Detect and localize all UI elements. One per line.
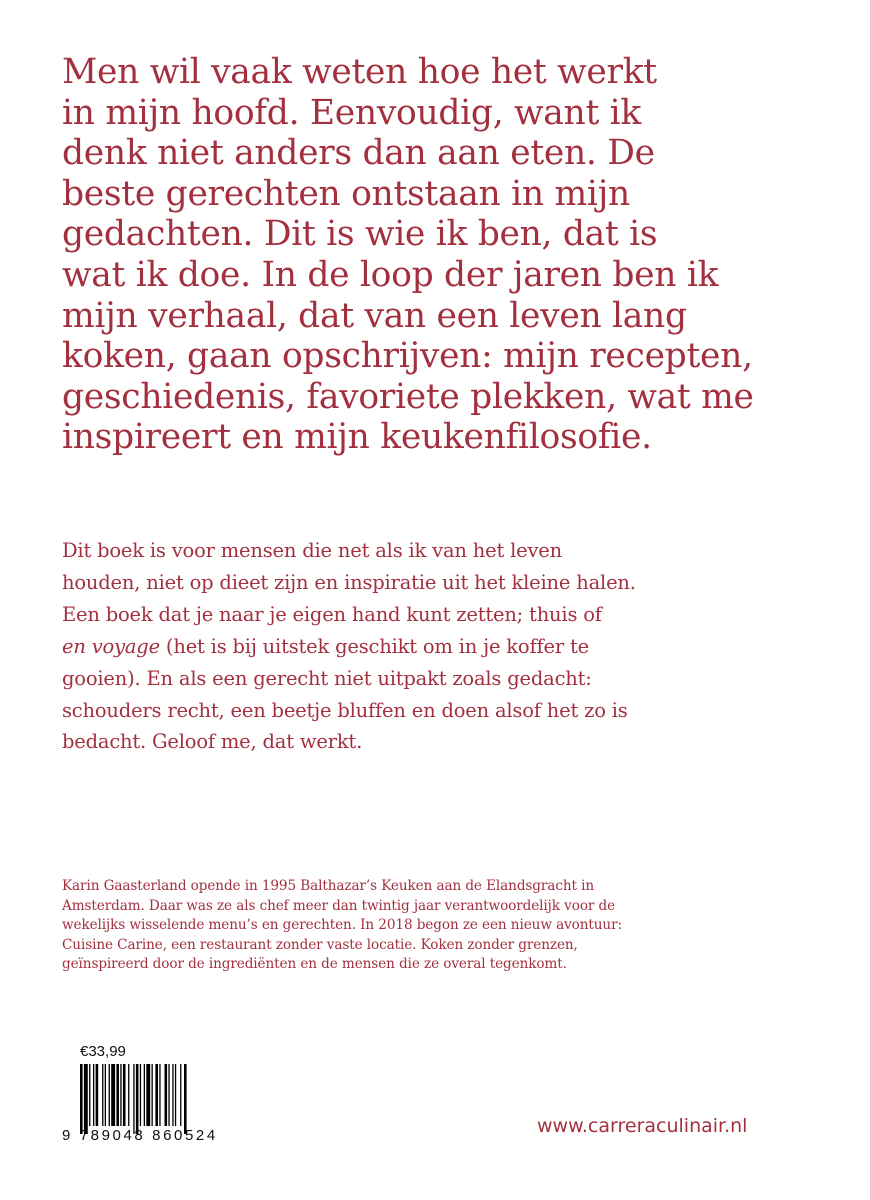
intro-line: inspireert en mijn keukenfilosofie. — [62, 417, 652, 458]
barcode-bar — [80, 1064, 83, 1134]
body-paragraph — [62, 535, 636, 758]
barcode-bar — [120, 1064, 121, 1126]
intro-line: gedachten. Dit is wie ik ben, dat is — [62, 214, 658, 255]
barcode-bar — [144, 1064, 145, 1126]
body-line: gooien). En als een gerecht niet uitpakt zoals gedacht: — [62, 666, 592, 690]
barcode-bar — [123, 1064, 126, 1126]
barcode-bar — [109, 1064, 110, 1126]
intro-line: geschiedenis, favoriete plekken, wat me — [62, 376, 754, 417]
barcode-bar — [128, 1064, 129, 1126]
intro-paragraph — [62, 52, 754, 458]
barcode-bar — [89, 1064, 90, 1126]
intro-line: denk niet anders dan aan eten. De — [62, 133, 655, 174]
body-line: Een boek dat je naar je eigen hand kunt zetten; thuis of — [62, 602, 602, 626]
intro-line: in mijn hoofd. Eenvoudig, want ik — [62, 92, 642, 133]
body-line: (het is bij uitstek geschikt om in je koffer te — [165, 634, 589, 658]
body-line-italic-row — [62, 631, 636, 663]
intro-line: beste gerechten ontstaan in mijn — [62, 173, 630, 214]
barcode-bar — [175, 1064, 176, 1126]
barcode-bar — [133, 1064, 134, 1134]
barcode-bar — [155, 1064, 158, 1126]
barcode-bar — [96, 1064, 99, 1126]
bio-line: wekelijks wisselende menu’s en gerechten. In 2018 begon ze een nieuw avontuur: — [62, 917, 622, 934]
barcode-bar — [168, 1064, 169, 1126]
barcode-bar — [165, 1064, 168, 1126]
bio-line: geïnspireerd door de ingrediënten en de mensen die ze overal tegenkomt. — [62, 956, 567, 973]
barcode-bar — [159, 1064, 160, 1126]
bio-line: Amsterdam. Daar was ze als chef meer dan twintig jaar verantwoordelijk voor de — [62, 897, 616, 914]
barcode-bar — [116, 1064, 119, 1126]
barcode-bar — [184, 1064, 187, 1134]
barcode-bar — [84, 1064, 88, 1134]
body-line: schouders recht, een beetje bluffen en doen alsof het zo is — [62, 698, 628, 722]
barcode-bar — [136, 1064, 139, 1134]
barcode-bar — [172, 1064, 173, 1126]
barcode-bar — [93, 1064, 94, 1126]
intro-line: mijn verhaal, dat van een leven lang — [62, 295, 687, 336]
barcode-bar — [146, 1064, 150, 1126]
intro-line: koken, gaan opschrijven: mijn recepten, — [62, 336, 753, 377]
barcode-bar — [105, 1064, 106, 1126]
body-line: Dit boek is voor mensen die net als ik van het leven — [62, 539, 562, 562]
barcode-bar — [140, 1064, 141, 1126]
intro-line: wat ik doe. In de loop der jaren ben ik — [62, 254, 719, 295]
intro-line: Men wil vaak weten hoe het werkt — [62, 52, 657, 92]
body-line: houden, niet op dieet zijn en inspiratie uit het kleine halen. — [62, 570, 636, 594]
italic-phrase: en voyage — [62, 634, 160, 658]
website-link[interactable]: www.carreraculinair.nl — [537, 1115, 748, 1137]
barcode — [80, 1064, 222, 1134]
barcode-bar — [180, 1064, 181, 1126]
bio-line: Cuisine Carine, een restaurant zonder vaste locatie. Koken zonder grenzen, — [62, 936, 578, 953]
isbn-number: 9 789048 860524 — [62, 1127, 218, 1144]
author-bio — [62, 877, 622, 975]
bio-line: Karin Gaasterland opende in 1995 Balthazar’s Keuken aan de Elandsgracht in — [62, 878, 594, 894]
barcode-bar — [152, 1064, 153, 1126]
price-label: €33,99 — [80, 1043, 126, 1060]
barcode-bar — [111, 1064, 115, 1126]
barcode-bar — [102, 1064, 103, 1126]
body-line: bedacht. Geloof me, dat werkt. — [62, 730, 363, 754]
